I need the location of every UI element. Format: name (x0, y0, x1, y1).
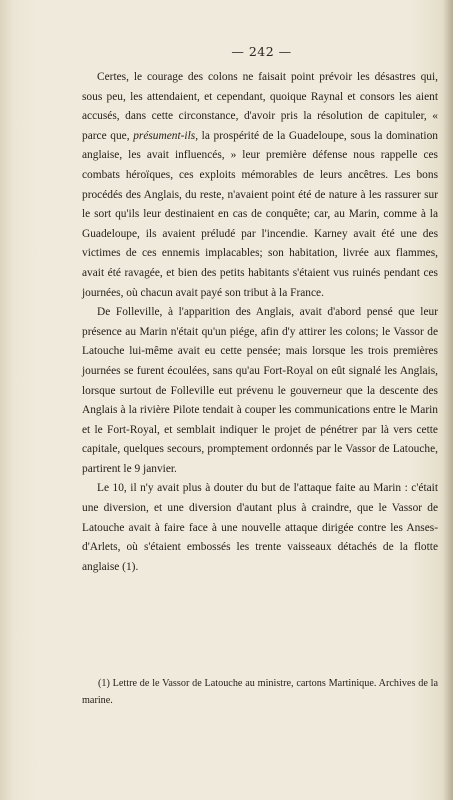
italic-phrase: présument-ils (133, 129, 196, 142)
footnote: (1) Lettre de le Vassor de Latouche au ministre, cartons Martinique. Archives de la marine. (82, 678, 438, 706)
page-number: — 242 — (231, 44, 292, 59)
paragraph-2: De Folleville, à l'apparition des Anglais, avait d'abord pensé que leur présence au Marin n'était qu'un piége, afin d'y attirer les colons; le Vassor de Latouche lui-même avait eu cette pensée; mais lorsque les trois premières journées se furent écoulées, sans qu'au Fort-Royal on eût signalé les Anglais, lorsque surtout de Folleville eut prévenu le gouverneur que la descente des Anglais à la rivière Pilote tendait à couper les communications entre le Marin et le Fort-Royal, et semblait indiquer le projet de pénétrer par là vers cette capitale, quelques secours, promptement ordonnés par le Vassor de Latouche, partirent le 9 janvier. (82, 306, 438, 475)
body-text (82, 68, 438, 577)
paragraph-3: Le 10, il n'y avait plus à douter du but de l'attaque faite au Marin : c'était une diversion, et une diversion d'autant plus à craindre, que le Vassor de Latouche avait à faire face à une nouvelle attaque dirigée contre les Anses-d'Arlets, où s'étaient embossés les trente vaisseaux détachés de la flotte anglaise (1). (82, 482, 438, 573)
page-edge-shadow (443, 0, 453, 800)
paragraph-1: Certes, le courage des colons ne faisait point prévoir les désastres qui, sous peu, les attendaient, et cependant, quoique Raynal et consors les aient accusés, dans cette circonstance, d'avoir pris la résolution de capituler, « parce que, présument-ils, la prospérité de la Guadeloupe, sous la domination anglaise, les avait influencés, » leur première défense nous rappelle ces combats héroïques, ces exploits mémorables de leurs ancêtres. Les bons procédés des Anglais, du reste, n'avaient point été de nature à les rassurer sur le sort qu'ils leur destinaient en cas de conquête; car, au Marin, comme à la Guadeloupe, ils avaient préludé par l'incendie. Karney avait été une des victimes de ces ennemis implacables; son habitation, livrée aux flammes, avait été ravagée, et bien des petits habitants s'étaient vus ruinés pendant ces journées, où chacun avait payé son tribut à la France. (82, 71, 438, 299)
